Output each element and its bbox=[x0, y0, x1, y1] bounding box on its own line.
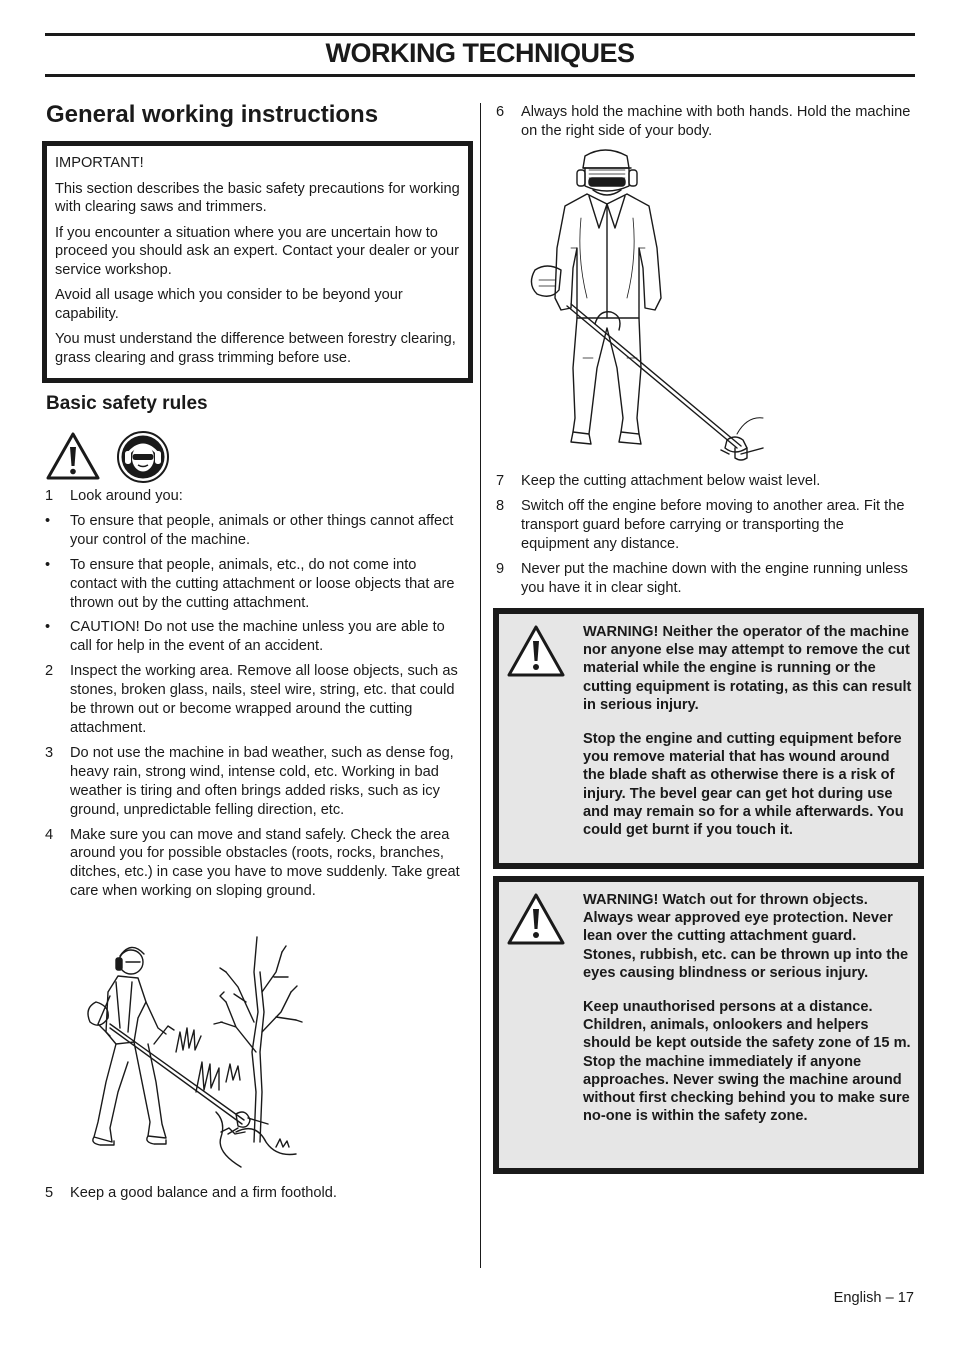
list-marker: 4 bbox=[45, 826, 54, 843]
header-rule-top bbox=[45, 33, 915, 36]
list-marker: 8 bbox=[496, 497, 505, 514]
list-marker: 1 bbox=[45, 488, 54, 504]
list-item-text: Do not use the machine in bad weather, such as dense fog, heavy rain, strong wind, intense cold, etc. Working in bad weather is tiring and often brings added risks, such as icy ground, unpredictable felling direction, etc. bbox=[70, 744, 454, 818]
warning-text: WARNING! Neither the operator of the machine nor anyone else may attempt to remove the cut material while the engine is running or the cutting equipment is rotating, as this can result in serious injury. bbox=[583, 624, 912, 713]
list-item bbox=[496, 103, 916, 141]
safety-rules-list-right-top bbox=[496, 103, 916, 147]
list-item-text: Look around you: bbox=[70, 488, 183, 504]
important-paragraph: Avoid all usage which you consider to be beyond your capability. bbox=[55, 287, 403, 322]
list-item-text: Never put the machine down with the engine running unless you have it in clear sight. bbox=[521, 560, 908, 596]
list-item-text: Make sure you can move and stand safely. Check the area around you for possible obstacles (roots, rocks, branches, ditches, etc.) in case you have to move suddenly. Take great care when working on sloping ground. bbox=[70, 826, 460, 900]
warning-text: Stop the engine and cutting equipment before you remove material that has wound around the blade shaft as otherwise there is a risk of injury. The bevel gear can get hot during use and may remain so for a while afterwards. You could get burnt if you touch it. bbox=[583, 731, 904, 839]
column-divider bbox=[480, 103, 481, 1268]
list-marker: 2 bbox=[45, 663, 54, 680]
page-number: English – 17 bbox=[833, 1290, 914, 1306]
list-item bbox=[45, 556, 465, 613]
warning-triangle-icon bbox=[506, 892, 566, 946]
subsection-title: Basic safety rules bbox=[46, 393, 208, 414]
warning-triangle-icon bbox=[506, 624, 566, 678]
warning-box bbox=[493, 608, 924, 869]
list-item bbox=[45, 744, 465, 820]
list-item bbox=[45, 662, 465, 738]
list-item bbox=[45, 1184, 465, 1203]
list-marker: 6 bbox=[496, 104, 505, 120]
list-item-text: CAUTION! Do not use the machine unless you are able to call for help in the event of an accident. bbox=[70, 619, 445, 655]
list-item bbox=[45, 618, 465, 656]
ear-eye-protection-icon bbox=[116, 430, 170, 484]
list-marker: 7 bbox=[496, 473, 505, 489]
header-rule-bottom bbox=[45, 74, 915, 77]
list-item bbox=[45, 487, 465, 506]
list-item bbox=[496, 497, 916, 554]
list-item-text: Keep the cutting attachment below waist level. bbox=[521, 473, 821, 489]
safety-rules-list bbox=[45, 487, 465, 907]
important-paragraph: You must understand the difference between forestry clearing, grass clearing and grass trimming before use. bbox=[55, 331, 456, 366]
list-item bbox=[496, 472, 916, 491]
list-marker: • bbox=[45, 512, 51, 529]
warning-triangle-icon bbox=[45, 431, 101, 481]
page-title: WORKING TECHNIQUES bbox=[325, 38, 635, 68]
section-title: General working instructions bbox=[46, 101, 379, 128]
safety-rules-list-continued bbox=[45, 1184, 465, 1209]
slope-trimming-illustration bbox=[76, 932, 306, 1182]
list-item-text: Switch off the engine before moving to another area. Fit the transport guard before carrying or transporting the equipment any distance. bbox=[521, 497, 905, 552]
list-item bbox=[45, 512, 465, 550]
important-paragraph: If you encounter a situation where you are uncertain how to proceed you should ask an expert. Contact your dealer or your service workshop. bbox=[55, 224, 459, 278]
list-item-text: To ensure that people, animals, etc., do not come into contact with the cutting attachment or loose objects that are thrown out by the cutting attachment. bbox=[70, 556, 455, 611]
list-item bbox=[496, 560, 916, 598]
important-box bbox=[42, 141, 473, 383]
list-marker: 3 bbox=[45, 744, 54, 761]
list-marker: • bbox=[45, 556, 51, 573]
list-marker: 5 bbox=[45, 1185, 54, 1201]
list-item-text: Inspect the working area. Remove all loose objects, such as stones, broken glass, nails, steel wire, string, etc. that could be thrown out or become wrapped around the cutting attachment. bbox=[70, 663, 458, 736]
list-marker: • bbox=[45, 619, 51, 636]
operator-holding-trimmer-illustration bbox=[527, 148, 767, 468]
list-item-text: To ensure that people, animals or other things cannot affect your control of the machine. bbox=[70, 512, 454, 548]
safety-rules-list-right-bottom bbox=[496, 472, 916, 603]
important-paragraph: This section describes the basic safety precautions for working with clearing saws and trimmers. bbox=[55, 180, 460, 215]
list-item-text: Keep a good balance and a firm foothold. bbox=[70, 1185, 337, 1201]
warning-text: WARNING! Watch out for thrown objects. Always wear approved eye protection. Never lean over the cutting attachment guard. Stones, rubbish, etc. can be thrown up into the eyes causing blindness or serious injury. bbox=[583, 892, 909, 981]
warning-text: Keep unauthorised persons at a distance. Children, animals, onlookers and helpers should be kept outside the safety zone of 15 m. Stop the machine immediately if anyone approaches. Never swing the machine around without first checking behind you to make sure no-one is within the safety zone. bbox=[583, 999, 911, 1125]
list-item-text: Always hold the machine with both hands. Hold the machine on the right side of your body. bbox=[521, 104, 911, 139]
list-marker: 9 bbox=[496, 560, 505, 577]
warning-box bbox=[493, 876, 924, 1174]
list-item bbox=[45, 826, 465, 902]
important-heading: IMPORTANT! bbox=[55, 155, 144, 171]
